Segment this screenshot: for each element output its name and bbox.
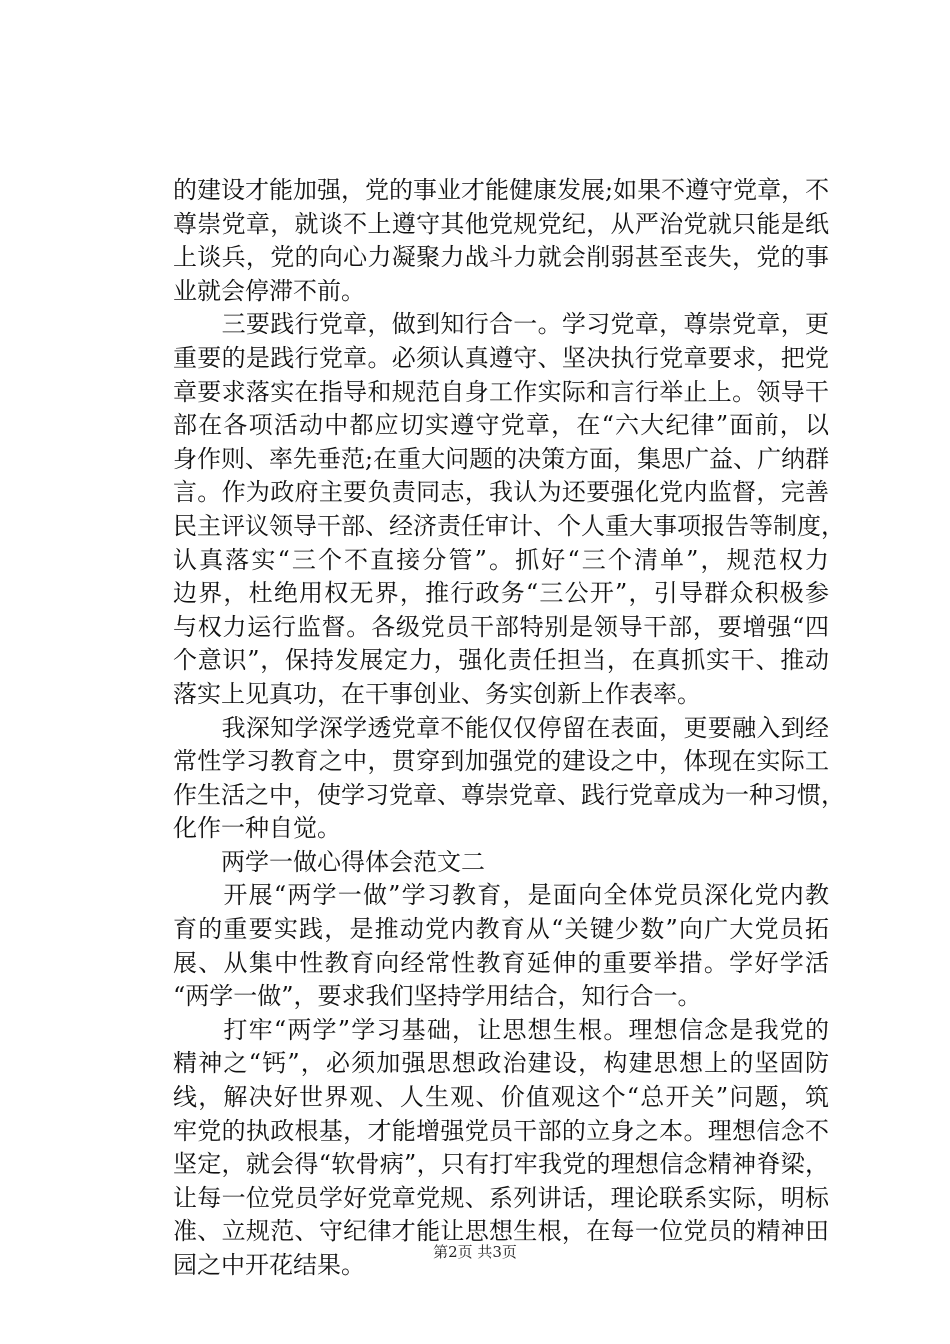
text-line: 个意识”，保持发展定力，强化责任担当，在真抓实干、推动 <box>173 646 829 675</box>
text-line: 言。作为政府主要负责同志，我认为还要强化党内监督，完善 <box>173 478 829 507</box>
text-line: 部在各项活动中都应切实遵守党章，在“六大纪律”面前，以 <box>173 411 829 440</box>
text-line: “两学一做”，要求我们坚持学用结合，知行合一。 <box>173 982 702 1011</box>
text-line: 两学一做心得体会范文二 <box>173 847 485 876</box>
text-line: 作生活之中，使学习党章、尊崇党章、践行党章成为一种习惯， <box>173 780 845 809</box>
text-line: 我深知学深学透党章不能仅仅停留在表面，更要融入到经 <box>173 713 829 742</box>
text-line: 三要践行党章，做到知行合一。学习党章，尊崇党章，更 <box>173 310 829 339</box>
text-line: 常性学习教育之中，贯穿到加强党的建设之中，体现在实际工 <box>173 747 829 776</box>
text-line: 线，解决好世界观、人生观、价值观这个“总开关”问题，筑 <box>173 1083 829 1112</box>
text-line: 尊崇党章，就谈不上遵守其他党规党纪，从严治党就只能是纸 <box>173 209 829 238</box>
text-line: 打牢“两学”学习基础，让思想生根。理想信念是我党的 <box>173 1015 829 1044</box>
text-line: 园之中开花结果。 <box>173 1251 365 1279</box>
text-line: 精神之“钙”，必须加强思想政治建设，构建思想上的坚固防 <box>173 1049 829 1078</box>
text-line: 民主评议领导干部、经济责任审计、个人重大事项报告等制度， <box>173 511 845 540</box>
text-line: 坚定，就会得“软骨病”，只有打牢我党的理想信念精神脊梁， <box>173 1150 829 1179</box>
text-line: 的建设才能加强，党的事业才能健康发展;如果不遵守党章，不 <box>173 176 830 204</box>
text-line: 开展“两学一做”学习教育，是面向全体党员深化党内教 <box>173 881 829 910</box>
text-line: 身作则、率先垂范;在重大问题的决策方面，集思广益、广纳群 <box>173 444 830 473</box>
page-number-footer: 第2页 共3页 <box>433 1243 517 1261</box>
text-line: 落实上见真功，在干事创业、务实创新上作表率。 <box>173 679 701 708</box>
text-line: 展、从集中性教育向经常性教育延伸的重要举措。学好学活 <box>173 948 829 977</box>
text-line: 化作一种自觉。 <box>173 814 341 843</box>
text-line: 与权力运行监督。各级党员干部特别是领导干部，要增强“四 <box>173 612 829 641</box>
text-line: 重要的是践行党章。必须认真遵守、坚决执行党章要求，把党 <box>173 343 829 372</box>
text-line: 上谈兵，党的向心力凝聚力战斗力就会削弱甚至丧失，党的事 <box>173 243 829 272</box>
text-line: 让每一位党员学好党章党规、系列讲话，理论联系实际，明标 <box>173 1183 829 1212</box>
text-line: 边界，杜绝用权无界，推行政务“三公开”，引导群众积极参 <box>173 579 829 608</box>
text-line: 认真落实“三个不直接分管”。抓好“三个清单”，规范权力 <box>173 545 829 574</box>
text-line: 业就会停滞不前。 <box>173 276 365 305</box>
text-line: 育的重要实践，是推动党内教育从“关键少数”向广大党员拓 <box>173 915 829 944</box>
text-line: 牢党的执政根基，才能增强党员干部的立身之本。理想信念不 <box>173 1116 829 1145</box>
text-line: 章要求落实在指导和规范自身工作实际和言行举止上。领导干 <box>173 377 829 406</box>
text-line: 准、立规范、守纪律才能让思想生根，在每一位党员的精神田 <box>173 1217 829 1246</box>
document-body <box>173 174 845 1283</box>
